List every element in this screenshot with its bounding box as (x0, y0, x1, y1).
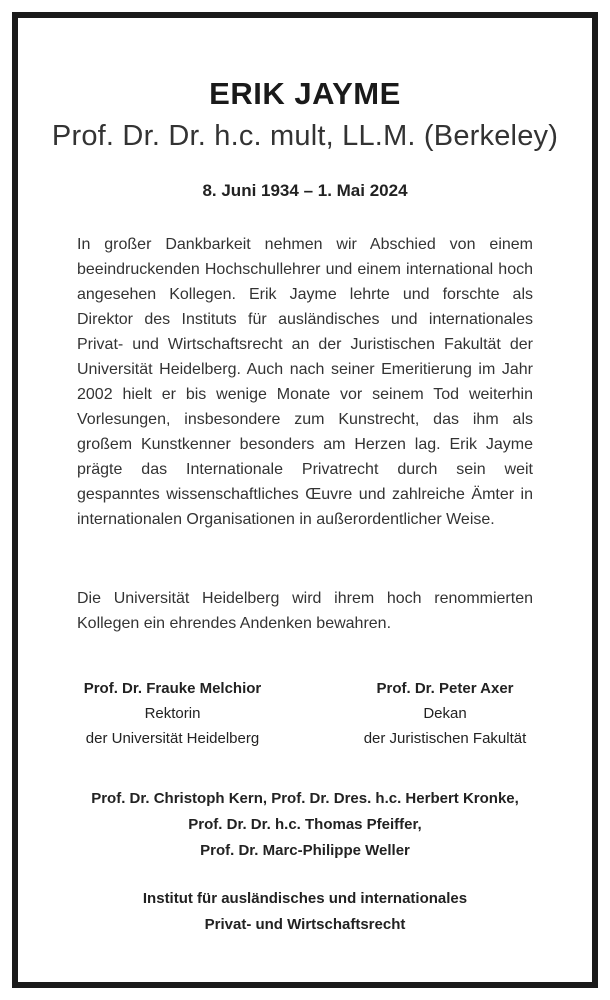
deceased-name: ERIK JAYME (209, 76, 401, 111)
tribute-paragraph: In großer Dankbarkeit nehmen wir Abschied von einem beeindruckenden Hochschullehrer und einem international hoch angesehen Kollegen. Erik Jayme lehrte und forschte als Direktor des Instituts für ausländisches und internationales Privat- und Wirtschaftsrecht an der Juristischen Fakultät der Universität Heidelberg. Auch nach seiner Emeritierung im Jahr 2002 hielt er bis wenige Monate vor seinem Tod weiterhin Vorlesungen, insbesondere zum Kunstrecht, das ihm als großem Kunstkenner besonders am Herzen lag. Erik Jayme prägte das Internationale Privatrecht durch sein weit gespanntes wissenschaftliches Œuvre und zahlreiche Ämter in internationalen Organisationen in außerordentlicher Weise. (77, 236, 533, 528)
institute-professors (0, 786, 610, 864)
institute-line: Privat- und Wirtschaftsrecht (204, 916, 406, 933)
professors-line: Prof. Dr. Marc-Philippe Weller (200, 842, 410, 859)
signature-rector (60, 676, 285, 751)
signer-name: Prof. Dr. Frauke Melchior (83, 680, 262, 697)
signer-role: Rektorin (144, 705, 201, 722)
life-dates: 8. Juni 1934 – 1. Mai 2024 (202, 181, 408, 200)
professors-line: Prof. Dr. Dr. h.c. Thomas Pfeiffer, (188, 816, 422, 833)
signer-institution: der Juristischen Fakultät (363, 730, 527, 747)
signer-name: Prof. Dr. Peter Axer (376, 680, 514, 697)
signature-dean (340, 676, 550, 751)
institute-line: Institut für ausländisches und internationales (142, 890, 468, 907)
professors-line: Prof. Dr. Christoph Kern, Prof. Dr. Dres. h.c. Herbert Kronke, (91, 790, 519, 807)
signer-role: Dekan (423, 705, 467, 722)
academic-titles: Prof. Dr. Dr. h.c. mult, LL.M. (Berkeley) (51, 120, 559, 152)
institute-name (0, 886, 610, 938)
closing-paragraph: Die Universität Heidelberg wird ihrem hoch renommierten Kollegen ein ehrendes Andenken bewahren. (77, 590, 533, 632)
signer-institution: der Universität Heidelberg (85, 730, 260, 747)
